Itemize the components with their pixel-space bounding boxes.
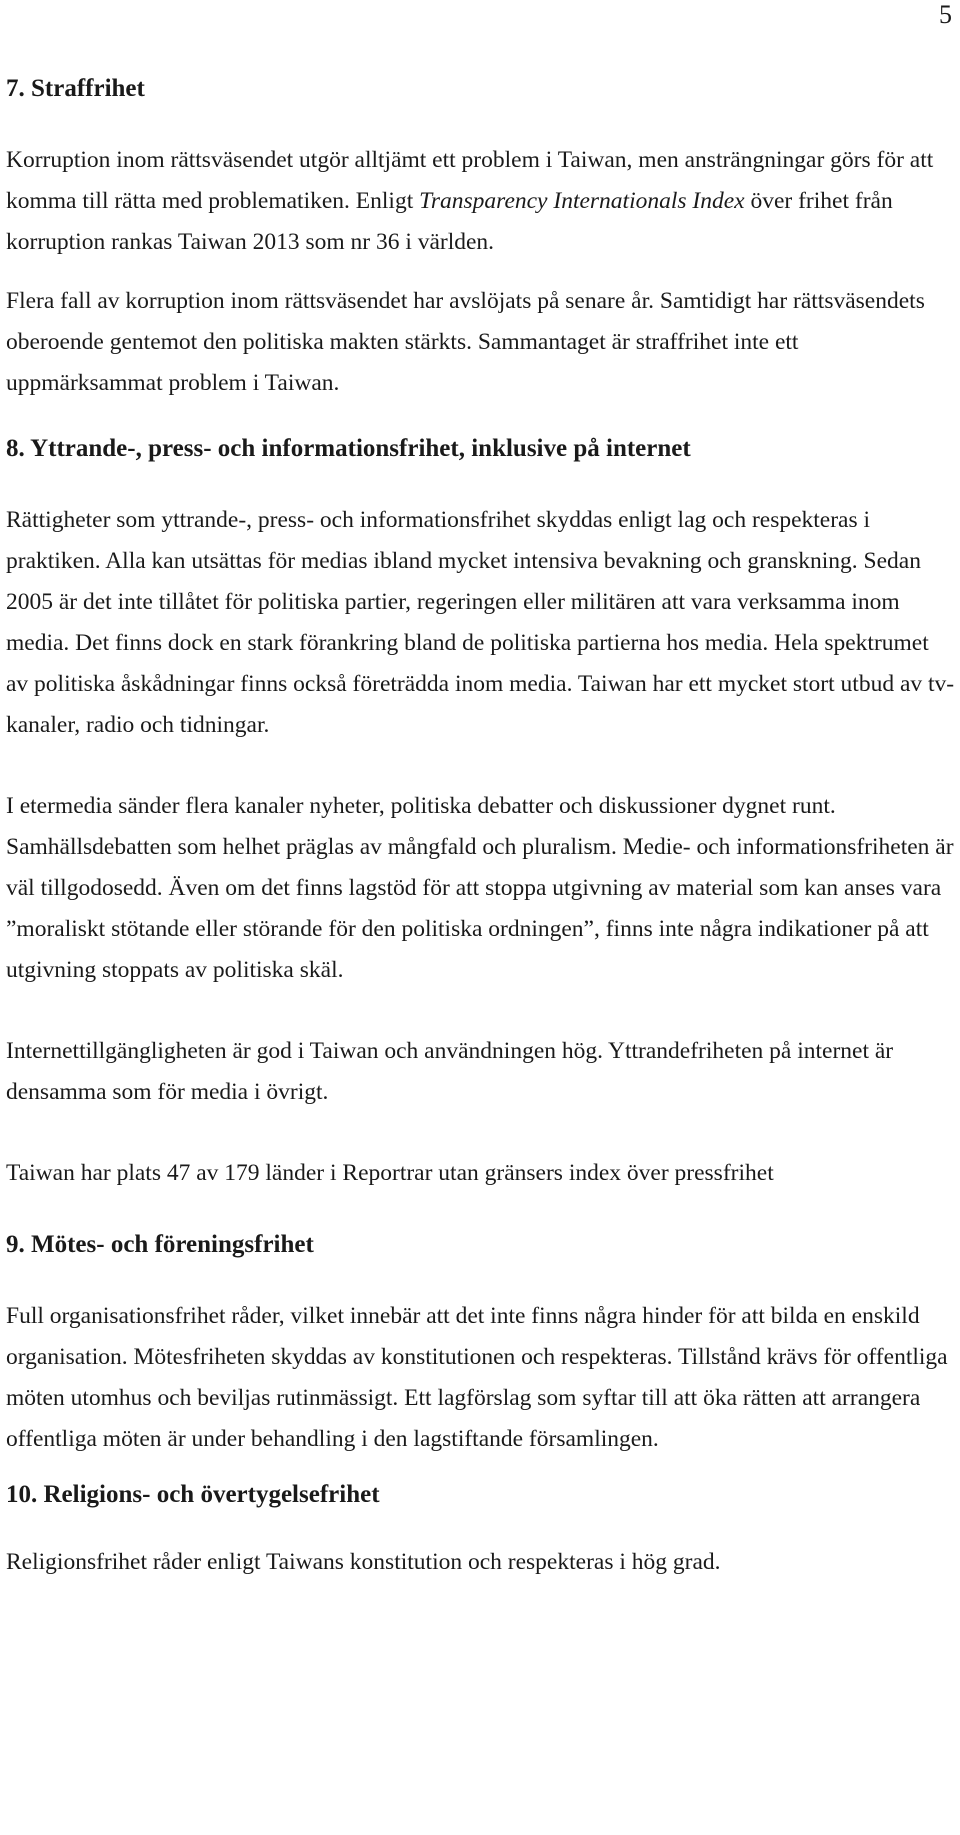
paragraph-rattigheter: Rättigheter som yttrande-, press- och informationsfrihet skyddas enligt lag och respekteras i praktiken. Alla kan utsättas för medias ibland mycket intensiva bevakning och granskning. Sedan 2005 är det inte tillåtet för politiska partier, regeringen eller militären att vara verksamma inom media. Det finns dock en stark förankring bland de politiska partierna hos media. Hela spektrumet av politiska åskådningar finns också företrädda inom media. Taiwan har ett mycket stort utbud av tv-kanaler, radio och tidningar. <box>6 507 955 738</box>
paragraph-korruption-text-end: över frihet från korruption rankas Taiwan 2013 som nr 36 i världen. <box>6 188 893 255</box>
page-number: 5 <box>939 0 952 29</box>
paragraph-etermedia: I etermedia sänder flera kanaler nyheter, politiska debatter och diskussioner dygnet runt. Samhällsdebatten som helhet präglas av mångfald och pluralism. Medie- och informationsfriheten är väl tillgodosedd. Även om det finns lagstöd för att stoppa utgivning av material som kan anses vara ”moraliskt stötande eller störande för den politiska ordningen”, finns inte några indikationer på att utgivning stoppats av politiska skäl. <box>6 793 954 983</box>
section-yttrandefrihet <box>6 428 956 1194</box>
section-straffrihet <box>6 68 956 404</box>
section-heading-yttrandefrihet: 8. Yttrande-, press- och informationsfrihet, inklusive på internet <box>6 435 691 462</box>
paragraph-pressfrihet: Taiwan har plats 47 av 179 länder i Reportrar utan gränsers index över pressfrihet <box>6 1160 774 1186</box>
paragraph-rattsvasende: Flera fall av korruption inom rättsväsendet har avslöjats på senare år. Samtidigt har rättsväsendets oberoende gentemot den politiska makten stärkts. Sammantaget är straffrihet inte ett uppmärksammat problem i Taiwan. <box>6 288 925 396</box>
paragraph-korruption-text-start: Korruption inom rättsväsendet utgör alltjämt ett problem i Taiwan, men ansträngningar görs för att komma till rätta med problematiken. Enligt <box>6 147 934 214</box>
paragraph-religionsfrihet: Religionsfrihet råder enligt Taiwans konstitution och respekteras i hög grad. <box>6 1549 721 1575</box>
paragraph-korruption <box>6 140 956 263</box>
document-body <box>6 68 956 1583</box>
paragraph-organisationsfrihet: Full organisationsfrihet råder, vilket innebär att det inte finns några hinder för att bilda en enskild organisation. Mötesfriheten skyddas av konstitutionen och respekteras. Tillstånd krävs för offentliga möten utomhus och beviljas rutinmässigt. Ett lagförslag som syftar till att öka rätten att arrangera offentliga möten är under behandling i den lagstiftande församlingen. <box>6 1303 948 1452</box>
section-heading-religionsfrihet: 10. Religions- och övertygelsefrihet <box>6 1481 380 1508</box>
section-heading-motesfrihet: 9. Mötes- och föreningsfrihet <box>6 1231 314 1258</box>
section-religionsfrihet <box>6 1474 956 1583</box>
paragraph-internet: Internettillgängligheten är god i Taiwan och användningen hög. Yttrandefriheten på internet är densamma som för media i övrigt. <box>6 1038 894 1105</box>
section-heading-straffrihet: 7. Straffrihet <box>6 75 145 102</box>
transparency-index-italic: Transparency Internationals Index <box>419 188 745 214</box>
section-motesfrihet <box>6 1224 956 1460</box>
